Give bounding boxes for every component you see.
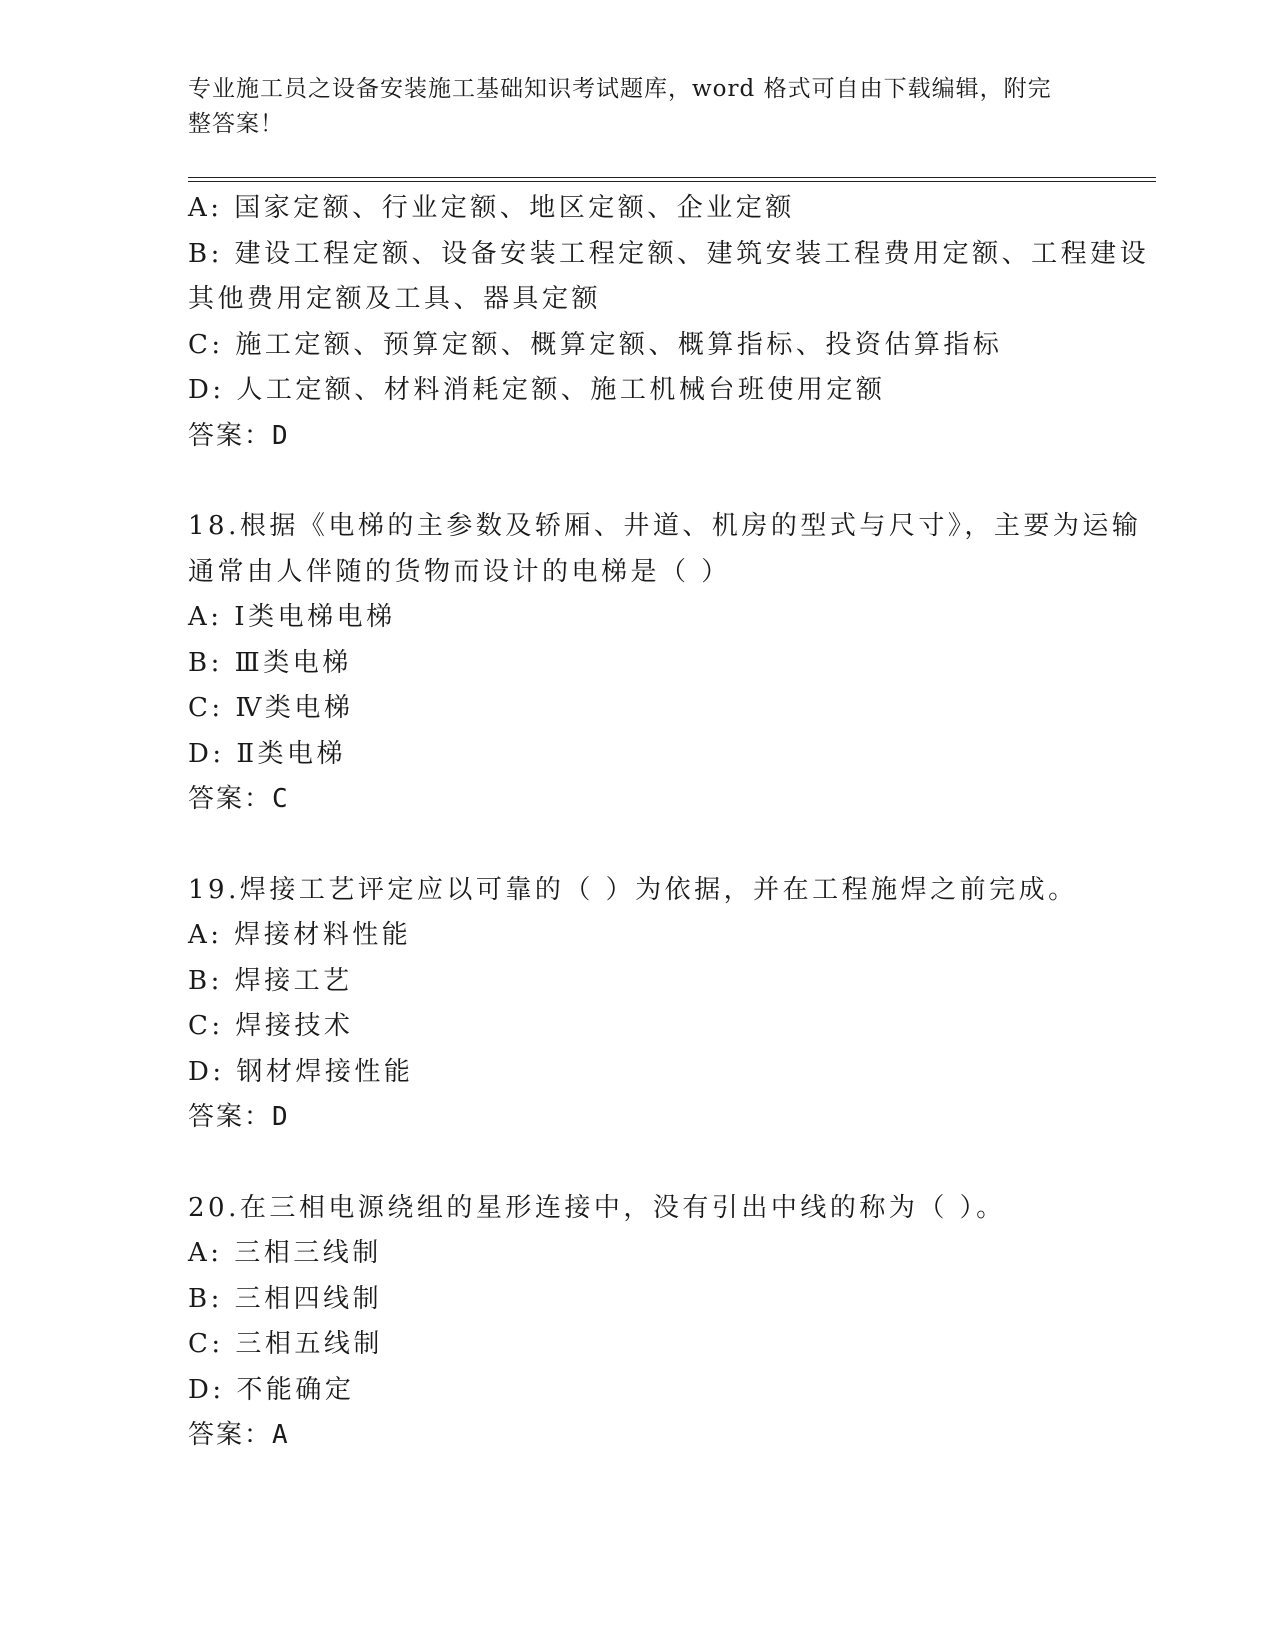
document-page [188, 0, 1158, 1650]
answer-label: 答案： [188, 1102, 273, 1132]
answer-value: C [272, 784, 289, 814]
option-a: A: Ⅰ类电梯电梯 [188, 602, 396, 632]
question-text: 20.在三相电源绕组的星形连接中，没有引出中线的称为（ ）。 [188, 1192, 1006, 1223]
question-18 [188, 504, 1156, 823]
option-b: B: 焊接工艺 [188, 965, 353, 996]
answer-line [188, 414, 1156, 460]
question-17 [188, 186, 1156, 459]
document-header: 专业施工员之设备安装施工基础知识考试题库，word 格式可自由下载编辑，附完整答案！ [188, 76, 1052, 137]
option-b: B: Ⅲ类电梯 [188, 647, 352, 678]
answer-label: 答案： [188, 420, 273, 451]
option-b: B: 建设工程定额、设备安装工程定额、建筑安装工程费用定额、工程建设其他费用定额及工具、器具定额 [188, 238, 1150, 314]
question-19 [188, 868, 1156, 1141]
option-c: C: 施工定额、预算定额、概算定额、概算指标、投资估算指标 [188, 329, 1003, 360]
option-b: B: 三相四线制 [188, 1283, 383, 1314]
option-c: C: Ⅳ类电梯 [188, 693, 354, 723]
answer-value: D [272, 420, 289, 451]
header-double-rule [188, 177, 1156, 182]
question-text: 18.根据《电梯的主参数及轿厢、井道、机房的型式与尺寸》，主要为运输通常由人伴随的货物而设计的电梯是（ ） [188, 511, 1142, 587]
question-gap [188, 459, 1156, 504]
answer-line [188, 777, 1156, 823]
option-c: C: 焊接技术 [188, 1011, 354, 1041]
question-gap [188, 1141, 1156, 1186]
answer-label: 答案： [188, 784, 273, 814]
option-c: C: 三相五线制 [188, 1329, 383, 1359]
answer-line [188, 1095, 1156, 1141]
option-d: D: 人工定额、材料消耗定额、施工机械台班使用定额 [188, 375, 886, 405]
option-d: D: Ⅱ类电梯 [188, 738, 347, 769]
option-a: A: 焊接材料性能 [188, 920, 412, 950]
answer-label: 答案： [188, 1420, 273, 1450]
answer-value: A [272, 1420, 289, 1450]
option-a: A: 三相三线制 [188, 1238, 382, 1268]
option-d: D: 不能确定 [188, 1374, 355, 1405]
question-list [188, 186, 1156, 1459]
question-gap [188, 823, 1156, 868]
question-text: 19.焊接工艺评定应以可靠的（ ）为依据，并在工程施焊之前完成。 [188, 874, 1078, 905]
answer-value: D [272, 1102, 289, 1132]
answer-line [188, 1413, 1156, 1459]
option-d: D: 钢材焊接性能 [188, 1056, 414, 1087]
question-20 [188, 1186, 1156, 1459]
option-a: A: 国家定额、行业定额、地区定额、企业定额 [188, 193, 795, 223]
